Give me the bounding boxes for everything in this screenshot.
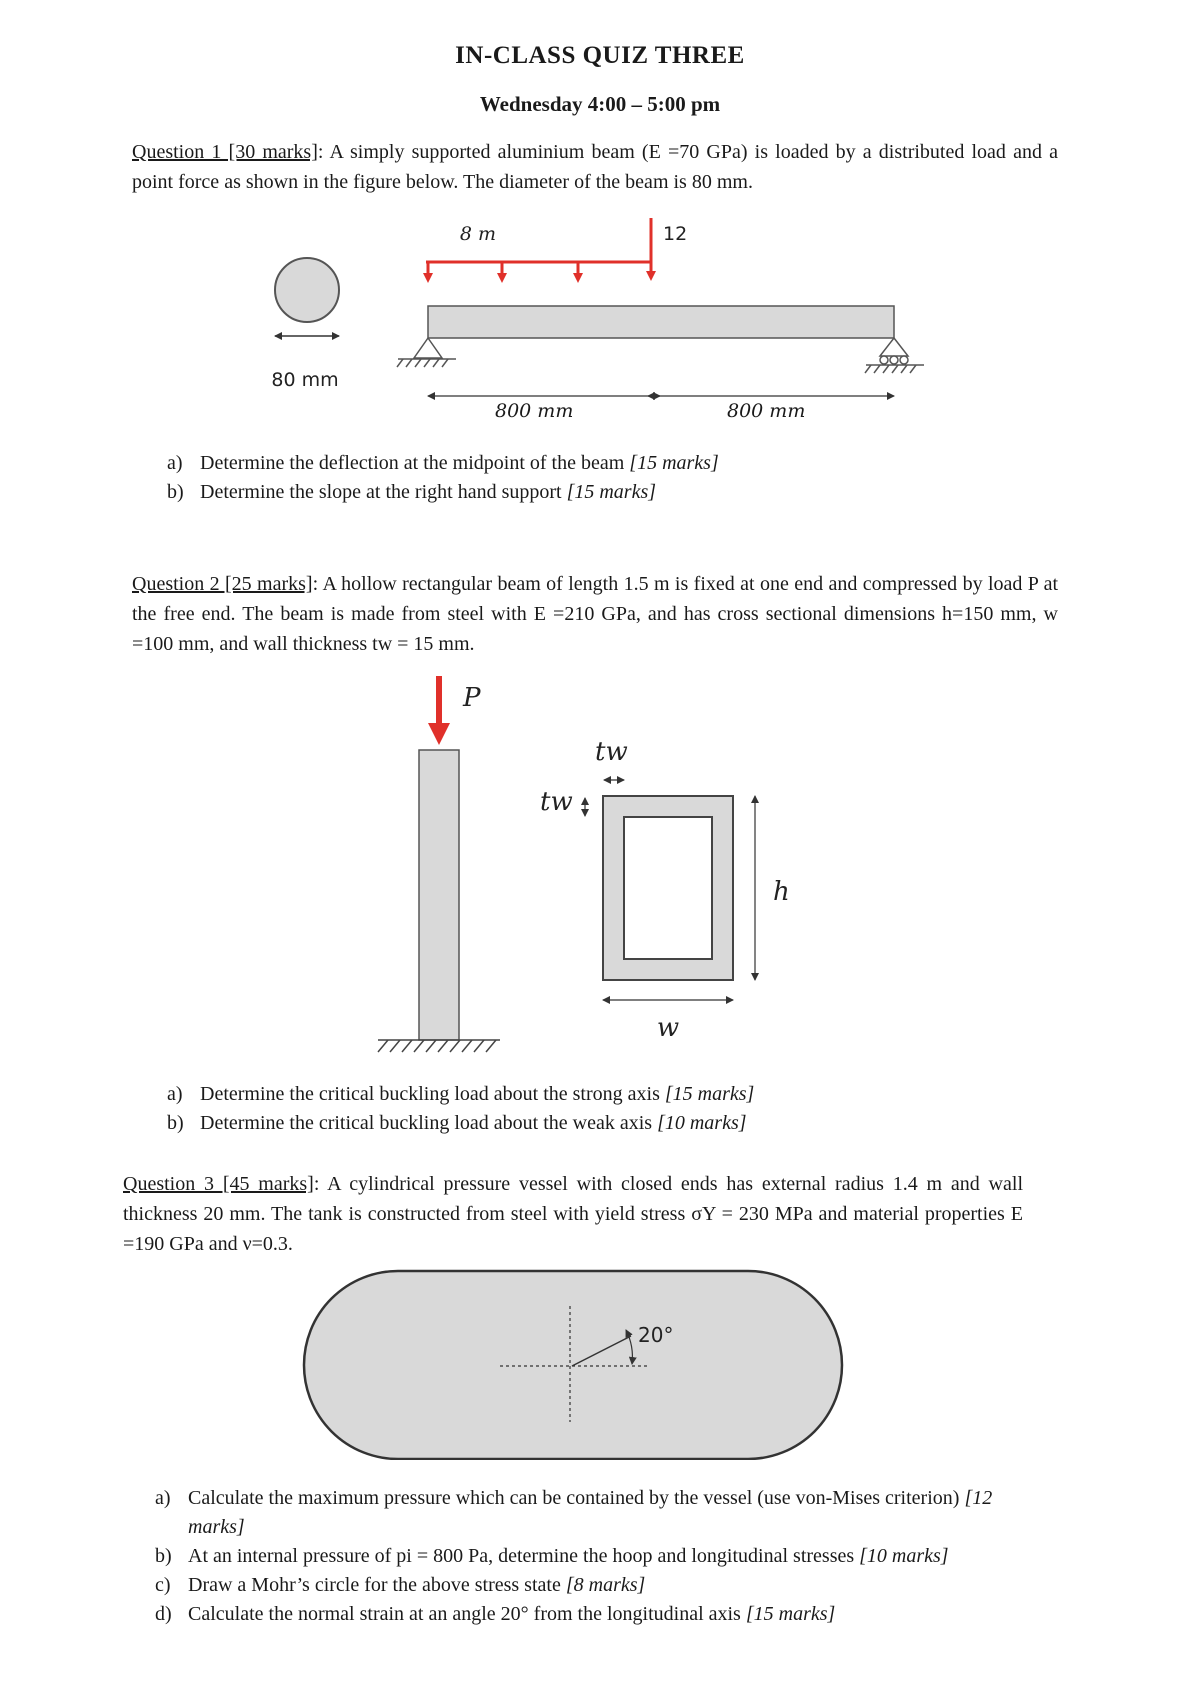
- beam: [428, 306, 894, 338]
- tw-side-label: tw: [540, 787, 573, 817]
- distributed-load: [426, 262, 651, 278]
- question-3-part-c: c) Draw a Mohr’s circle for the above stress state [8 marks]: [155, 1574, 646, 1596]
- distributed-load-label: 8 m: [459, 223, 497, 245]
- load-p-label: P: [463, 683, 481, 713]
- quiz-subtitle: Wednesday 4:00 – 5:00 pm: [479, 92, 721, 116]
- question-2-heading: Question 2 [25 marks]: [132, 573, 313, 595]
- question-3-parts: [155, 1484, 1025, 1629]
- roller-support: [865, 338, 924, 373]
- question-3-heading: Question 3 [45 marks]: [123, 1173, 314, 1195]
- column: [419, 750, 459, 1040]
- figure-column: [0, 670, 1200, 1070]
- question-1-part-b: b) Determine the slope at the right hand support [15 marks]: [167, 481, 657, 503]
- fixed-base: [378, 1040, 500, 1052]
- quiz-title: IN-CLASS QUIZ THREE: [455, 42, 745, 69]
- angle-label: 20°: [638, 1323, 674, 1347]
- question-1-text: [132, 137, 1058, 197]
- diameter-label: 80 mm: [271, 369, 339, 391]
- question-2-part-a: a) Determine the critical buckling load about the strong axis [15 marks]: [167, 1083, 755, 1105]
- hollow-cross-section: [603, 796, 733, 980]
- question-3-part-b: b) At an internal pressure of pi = 800 Pa, determine the hoop and longitudinal stresses [10 marks]: [155, 1545, 949, 1567]
- question-2-parts: [167, 1080, 1067, 1138]
- pin-support: [397, 338, 456, 367]
- figure-beam: [0, 210, 1200, 410]
- question-3-text: [123, 1169, 1023, 1259]
- question-2-part-b: b) Determine the critical buckling load about the weak axis [10 marks]: [167, 1112, 747, 1134]
- height-label: h: [773, 877, 790, 907]
- question-2-text: [132, 569, 1058, 659]
- question-3-body: : A cylindrical pressure vessel with closed ends has external radius 1.4 m and wall thickness 20 mm. The tank is constructed from steel with yield stress σY = 230 MPa and material properties E =190 GPa and ν=0.3.: [123, 1173, 1023, 1255]
- question-1-body: : A simply supported aluminium beam (E =70 GPa) is loaded by a distributed load and a point force as shown in the figure below. The diameter of the beam is 80 mm.: [132, 141, 1058, 193]
- question-1-heading: Question 1 [30 marks]: [132, 141, 318, 163]
- left-span-label: 800 mm: [495, 400, 574, 422]
- point-force-label: 12: [663, 223, 688, 245]
- question-1-part-a: a) Determine the deflection at the midpoint of the beam [15 marks]: [167, 452, 719, 474]
- question-2-body: : A hollow rectangular beam of length 1.5 m is fixed at one end and compressed by load P at the free end. The beam is made from steel with E =210 GPa, and has cross sectional dimensions h=150 mm, w =100 mm, and wall thickness tw = 15 mm.: [132, 573, 1058, 655]
- figure-pressure-vessel: [0, 1260, 1200, 1460]
- right-span-label: 800 mm: [727, 400, 806, 422]
- width-label: w: [656, 1013, 680, 1043]
- question-1-parts: [167, 449, 1027, 507]
- question-3-part-d: d) Calculate the normal strain at an angle 20° from the longitudinal axis [15 marks]: [155, 1603, 836, 1625]
- beam-cross-section: [275, 258, 339, 322]
- question-3-part-a: a) Calculate the maximum pressure which can be contained by the vessel (use von-Mises criterion) [12 marks]: [155, 1487, 993, 1538]
- tw-top-label: tw: [595, 737, 628, 767]
